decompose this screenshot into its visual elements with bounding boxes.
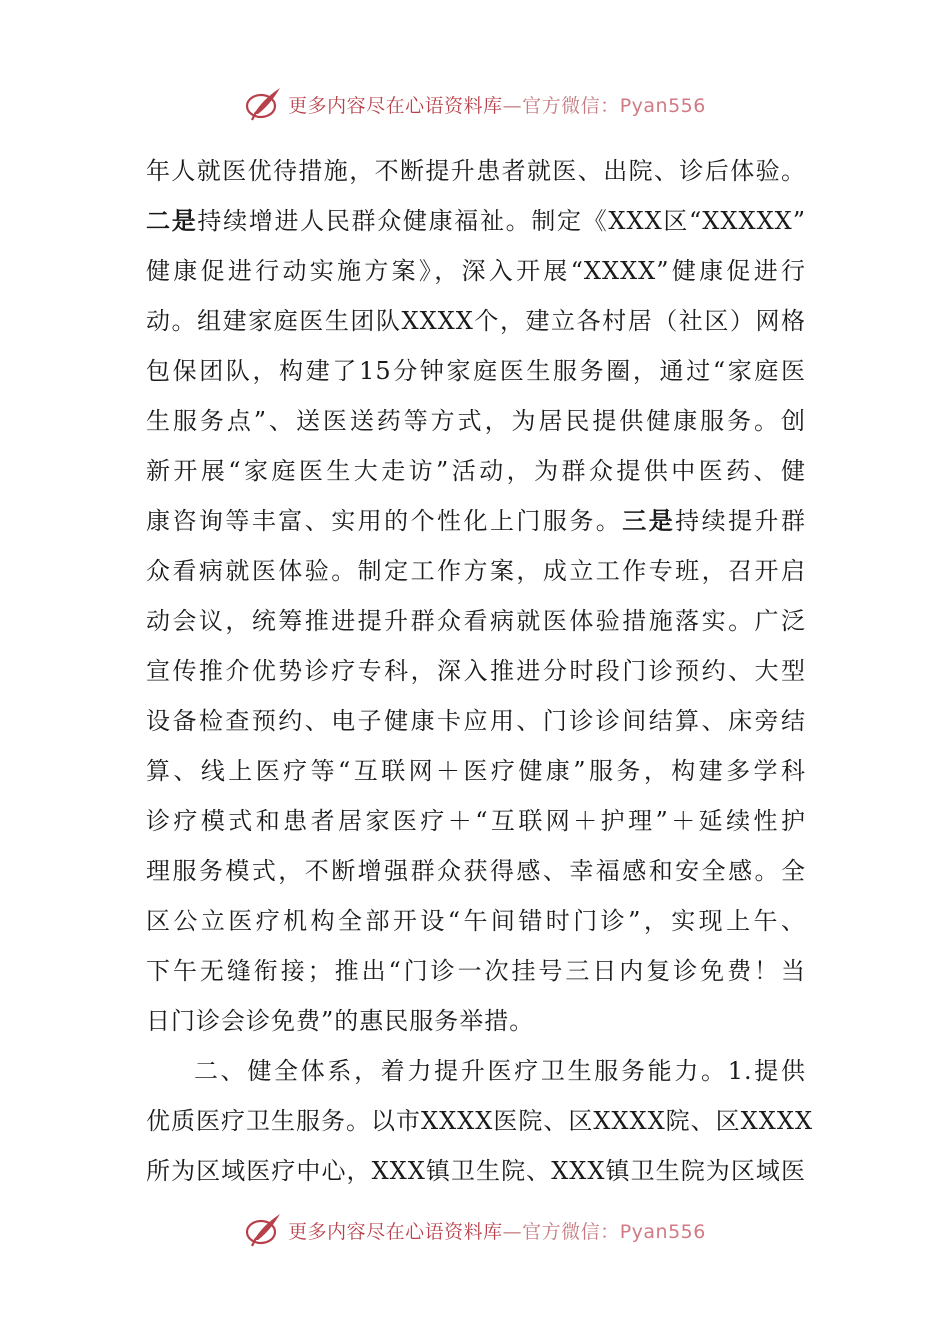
text-line: 新开展“家庭医生大走访”活动，为群众提供中医药、健 <box>146 457 806 485</box>
text-line: 动会议，统筹推进提升群众看病就医体验措施落实。广泛 <box>146 607 806 635</box>
text-line: 日门诊会诊免费”的惠民服务举措。 <box>146 1007 535 1035</box>
text-line: 理服务模式，不断增强群众获得感、幸福感和安全感。全 <box>146 857 806 885</box>
text-line: 设备检查预约、电子健康卡应用、门诊诊间结算、床旁结 <box>146 707 806 735</box>
text-line: 下午无缝衔接；推出“门诊一次挂号三日内复诊免费！当 <box>146 957 806 985</box>
text-line: 生服务点”、送医送药等方式，为居民提供健康服务。创 <box>146 407 806 435</box>
text-line: 宣传推介优势诊疗专科，深入推进分时段门诊预约、大型 <box>146 657 806 685</box>
header-watermark <box>0 82 950 126</box>
document-body <box>146 146 814 1196</box>
paragraph-1 <box>146 146 806 1046</box>
watermark-text: 更多内容尽在心语资料库—官方微信：Pyan556 <box>288 1220 706 1243</box>
text-line: 二、健全体系，着力提升医疗卫生服务能力。1.提供 <box>194 1057 806 1085</box>
text-line: 年人就医优待措施，不断提升患者就医、出院、诊后体验。 <box>146 157 806 185</box>
paragraph-2 <box>146 1046 814 1196</box>
text-line: 所为区域医疗中心，XXX镇卫生院、XXX镇卫生院为区域医 <box>146 1157 806 1185</box>
text-line: 康咨询等丰富、实用的个性化上门服务。三是持续提升群 <box>146 507 807 535</box>
quill-logo-icon <box>244 1210 284 1250</box>
text-line: 诊疗模式和患者居家医疗＋“互联网＋护理”＋延续性护 <box>146 807 806 835</box>
text-line: 包保团队，构建了15分钟家庭医生服务圈，通过“家庭医 <box>146 357 806 385</box>
quill-logo-icon <box>244 84 284 124</box>
text-line: 优质医疗卫生服务。以市XXXX医院、区XXXX院、区XXXX <box>146 1107 814 1135</box>
watermark-text: 更多内容尽在心语资料库—官方微信：Pyan556 <box>288 94 706 117</box>
text-line: 动。组建家庭医生团队XXXX个，建立各村居（社区）网格 <box>146 307 806 335</box>
text-line: 众看病就医体验。制定工作方案，成立工作专班，召开启 <box>146 557 806 585</box>
text-line: 二是持续增进人民群众健康福祉。制定《XXX区“XXXXX” <box>146 207 807 235</box>
text-line: 健康促进行动实施方案》，深入开展“XXXX”健康促进行 <box>146 257 806 285</box>
text-line: 区公立医疗机构全部开设“午间错时门诊”，实现上午、 <box>146 907 806 935</box>
text-line: 算、线上医疗等“互联网＋医疗健康”服务，构建多学科 <box>146 757 806 785</box>
footer-watermark <box>0 1208 950 1252</box>
